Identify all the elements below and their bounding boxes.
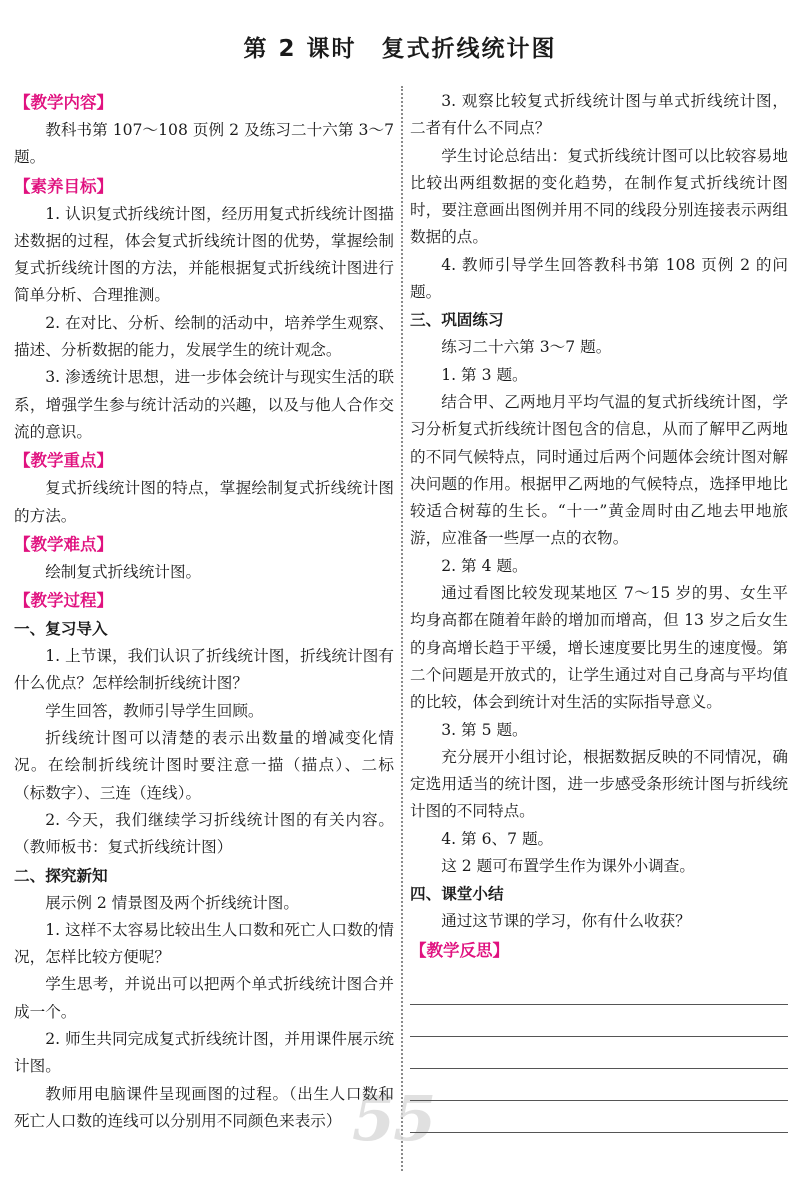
paragraph: 通过看图比较发现某地区 7～15 岁的男、女生平均身高都在随着年龄的增加而增高，但 13 岁之后女生的身高增长趋于平缓，增长速度要比男生的速度慢。第二个问题是开放式的，让学生通过对自己身高与平均值的比较，体会到统计对生活的实际指导意义。: [410, 584, 788, 712]
paragraph: 4. 教师引导学生回答教科书第 108 页例 2 的问题。: [410, 255, 788, 302]
writing-line[interactable]: [410, 973, 788, 1005]
paragraph: 通过这节课的学习，你有什么收获？: [441, 912, 691, 931]
writing-line[interactable]: [410, 1037, 788, 1069]
paragraph: 2. 师生共同完成复式折线统计图，并用课件展示统计图。: [14, 1030, 394, 1076]
page-title: 第 2 课时 复式折线统计图: [243, 36, 557, 62]
section-tag-goals: 【素养目标】: [14, 176, 113, 196]
paragraph: 绘制复式折线统计图。: [45, 562, 202, 581]
section-tag-process: 【教学过程】: [14, 591, 113, 611]
subheading-summary: 四、课堂小结: [410, 885, 504, 904]
section-tag-reflection: 【教学反思】: [410, 940, 509, 960]
paragraph: 3. 第 5 题。: [441, 720, 528, 739]
column-divider: [401, 86, 403, 1171]
paragraph: 4. 第 6、7 题。: [441, 829, 554, 848]
paragraph: 充分展开小组讨论，根据数据反映的不同情况，确定选用适当的统计图，进一步感受条形统计图与折线统计图的不同特点。: [410, 747, 788, 821]
subheading-review: 一、复习导入: [14, 620, 108, 639]
section-tag-content: 【教学内容】: [14, 93, 113, 112]
paragraph: 2. 第 4 题。: [441, 556, 528, 575]
right-column: [410, 88, 788, 1133]
paragraph: 学生回答，教师引导学生回顾。: [45, 701, 264, 720]
reflection-writing-lines: [410, 973, 788, 1133]
writing-line[interactable]: [410, 1005, 788, 1037]
paragraph: 1. 上节课，我们认识了折线统计图，折线统计图有什么优点？怎样绘制折线统计图？: [14, 647, 394, 693]
paragraph: 展示例 2 情景图及两个折线统计图。: [45, 893, 299, 912]
paragraph: 结合甲、乙两地月平均气温的复式折线统计图，学习分析复式折线统计图包含的信息，从而了解甲乙两地的不同气候特点，同时通过后两个问题体会统计图对解决问题的作用。根据甲乙两地的气候特点，选择甲地比较适合树莓的生长。“十一”黄金周时由乙地去甲地旅游，应准备一些厚一点的衣物。: [410, 392, 788, 548]
paragraph: 教科书第 107～108 页例 2 及练习二十六第 3～7 题。: [14, 121, 394, 167]
paragraph: 2. 在对比、分析、绘制的活动中，培养学生观察、描述、分析数据的能力，发展学生的统计观念。: [14, 313, 394, 360]
paragraph: 这 2 题可布置学生作为课外小调查。: [441, 857, 695, 876]
paragraph: 3. 渗透统计思想，进一步体会统计与现实生活的联系，增强学生参与统计活动的兴趣，以及与他人合作交流的意识。: [14, 368, 394, 441]
subheading-explore: 二、探究新知: [14, 866, 108, 885]
paragraph: 折线统计图可以清楚的表示出数量的增减变化情况。在绘制折线统计图时要注意一描（描点）、二标（标数字）、三连（连线）。: [14, 729, 394, 802]
paragraph: 1. 这样不太容易比较出生人口数和死亡人口数的情况，怎样比较方便呢？: [14, 920, 394, 967]
paragraph: 1. 第 3 题。: [441, 365, 528, 384]
paragraph: 学生思考，并说出可以把两个单式折线统计图合并成一个。: [14, 975, 394, 1021]
left-column: [14, 88, 394, 1135]
page-number: 55: [352, 1082, 435, 1155]
section-tag-key-points: 【教学重点】: [14, 451, 113, 471]
paragraph: 教师用电脑课件呈现画图的过程。（出生人口数和死亡人口数的连线可以分别用不同颜色来表示）: [14, 1084, 394, 1130]
subheading-practice: 三、巩固练习: [410, 311, 504, 330]
writing-line[interactable]: [410, 1069, 788, 1101]
paragraph: 学生讨论总结出：复式折线统计图可以比较容易地比较出两组数据的变化趋势，在制作复式折线统计图时，要注意画出图例并用不同的线段分别连接表示两组数据的点。: [410, 146, 788, 247]
section-tag-difficulties: 【教学难点】: [14, 534, 113, 554]
paragraph: 1. 认识复式折线统计图，经历用复式折线统计图描述数据的过程，体会复式折线统计图的优势，掌握绘制复式折线统计图的方法，并能根据复式折线统计图进行简单分析、合理推测。: [14, 204, 394, 305]
paragraph: 3. 观察比较复式折线统计图与单式折线统计图，二者有什么不同点？: [410, 92, 788, 138]
paragraph: 练习二十六第 3～7 题。: [441, 338, 612, 357]
paragraph: 复式折线统计图的特点，掌握绘制复式折线统计图的方法。: [14, 479, 394, 525]
writing-line[interactable]: [410, 1101, 788, 1133]
paragraph: 2. 今天，我们继续学习折线统计图的有关内容。（教师板书：复式折线统计图）: [14, 810, 394, 857]
